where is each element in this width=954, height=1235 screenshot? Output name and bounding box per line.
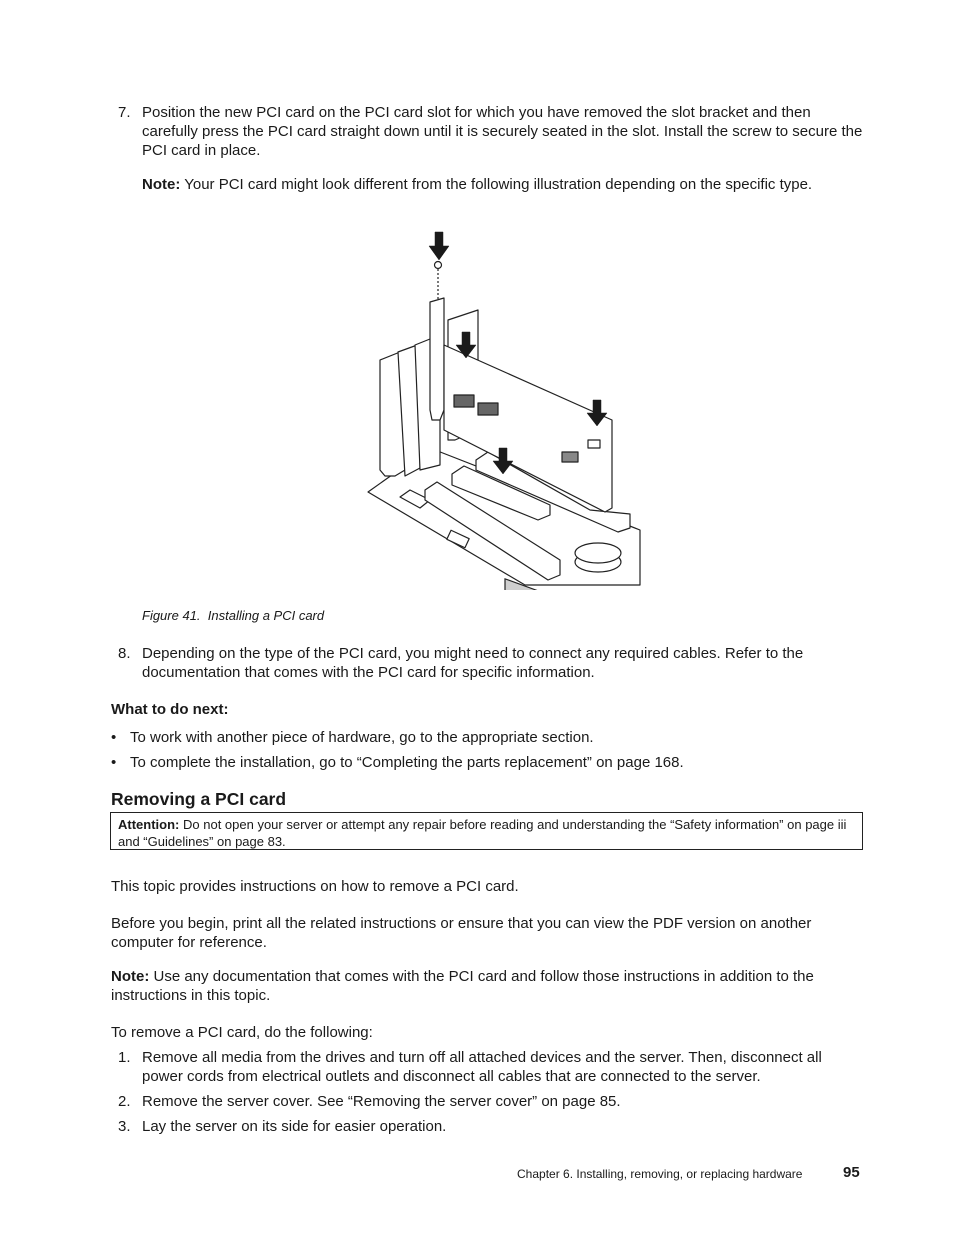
step-text: Remove all media from the drives and turn off all attached devices and the server. Then, disconnect all power cords from electrical outlets and disconnect all cables that are connected to the server. — [142, 1049, 822, 1085]
step-number: 8. — [118, 645, 131, 662]
coin-battery — [575, 543, 621, 572]
step-text: Depending on the type of the PCI card, you might need to connect any required cables. Refer to the documentation that comes with the PCI card for specific information. — [142, 645, 804, 681]
attention-label: Attention: — [118, 817, 180, 832]
pci-card-illustration — [360, 225, 650, 590]
step-number: 3. — [118, 1118, 131, 1135]
what-next-heading: What to do next: — [111, 701, 229, 718]
bullet-item — [111, 728, 863, 747]
footer-chapter: Chapter 6. Installing, removing, or replacing hardware — [517, 1167, 803, 1181]
note-label: Note: — [142, 176, 181, 193]
bullet-text: To complete the installation, go to “Completing the parts replacement” on page 168. — [130, 754, 684, 771]
lead-paragraph: To remove a PCI card, do the following: — [111, 1024, 373, 1041]
connector — [478, 403, 498, 415]
chip — [562, 452, 578, 462]
bullet-item — [111, 753, 863, 772]
step-number: 1. — [118, 1049, 131, 1066]
step-text: Remove the server cover. See “Removing the server cover” on page 85. — [142, 1093, 621, 1110]
bullet-text: To work with another piece of hardware, go to the appropriate section. — [130, 729, 594, 746]
bullet-dot: • — [111, 729, 117, 746]
attention-box — [110, 812, 863, 850]
step-number: 2. — [118, 1093, 131, 1110]
attention-text: Do not open your server or attempt any repair before reading and understanding the “Safety information” on page iii and “Guidelines” on page 83. — [118, 817, 847, 849]
step-text: Lay the server on its side for easier operation. — [142, 1118, 447, 1135]
step-8 — [118, 644, 863, 682]
page-number: 95 — [843, 1164, 860, 1181]
remove-step — [118, 1117, 863, 1136]
figure-caption — [142, 608, 324, 623]
note-text: Use any documentation that comes with the PCI card and follow those instructions in addition to the instructions in this topic. — [111, 968, 814, 1004]
step7-note — [142, 175, 863, 194]
connector — [454, 395, 474, 407]
chip — [588, 440, 600, 448]
note-label: Note: — [111, 968, 150, 985]
note-text: Your PCI card might look different from the following illustration depending on the specific type. — [184, 176, 813, 193]
section-title: Removing a PCI card — [111, 789, 287, 809]
screw — [435, 262, 442, 301]
step-text: Position the new PCI card on the PCI card slot for which you have removed the slot bracket and then carefully press the PCI card straight down until it is securely seated in the slot. Install the screw to secure the PCI card in place. — [142, 104, 863, 159]
down-arrow-icon — [429, 232, 449, 260]
remove-step — [118, 1092, 863, 1111]
figure-number: Figure 41. — [142, 608, 201, 623]
section-note — [111, 967, 863, 1005]
intro-paragraph: This topic provides instructions on how to remove a PCI card. — [111, 878, 519, 895]
before-paragraph: Before you begin, print all the related instructions or ensure that you can view the PDF version on another computer for reference. — [111, 915, 812, 951]
remove-step — [118, 1048, 863, 1086]
step-number: 7. — [118, 104, 131, 121]
step-7 — [118, 103, 863, 160]
bullet-dot: • — [111, 754, 117, 771]
figure-title: Installing a PCI card — [207, 608, 325, 623]
